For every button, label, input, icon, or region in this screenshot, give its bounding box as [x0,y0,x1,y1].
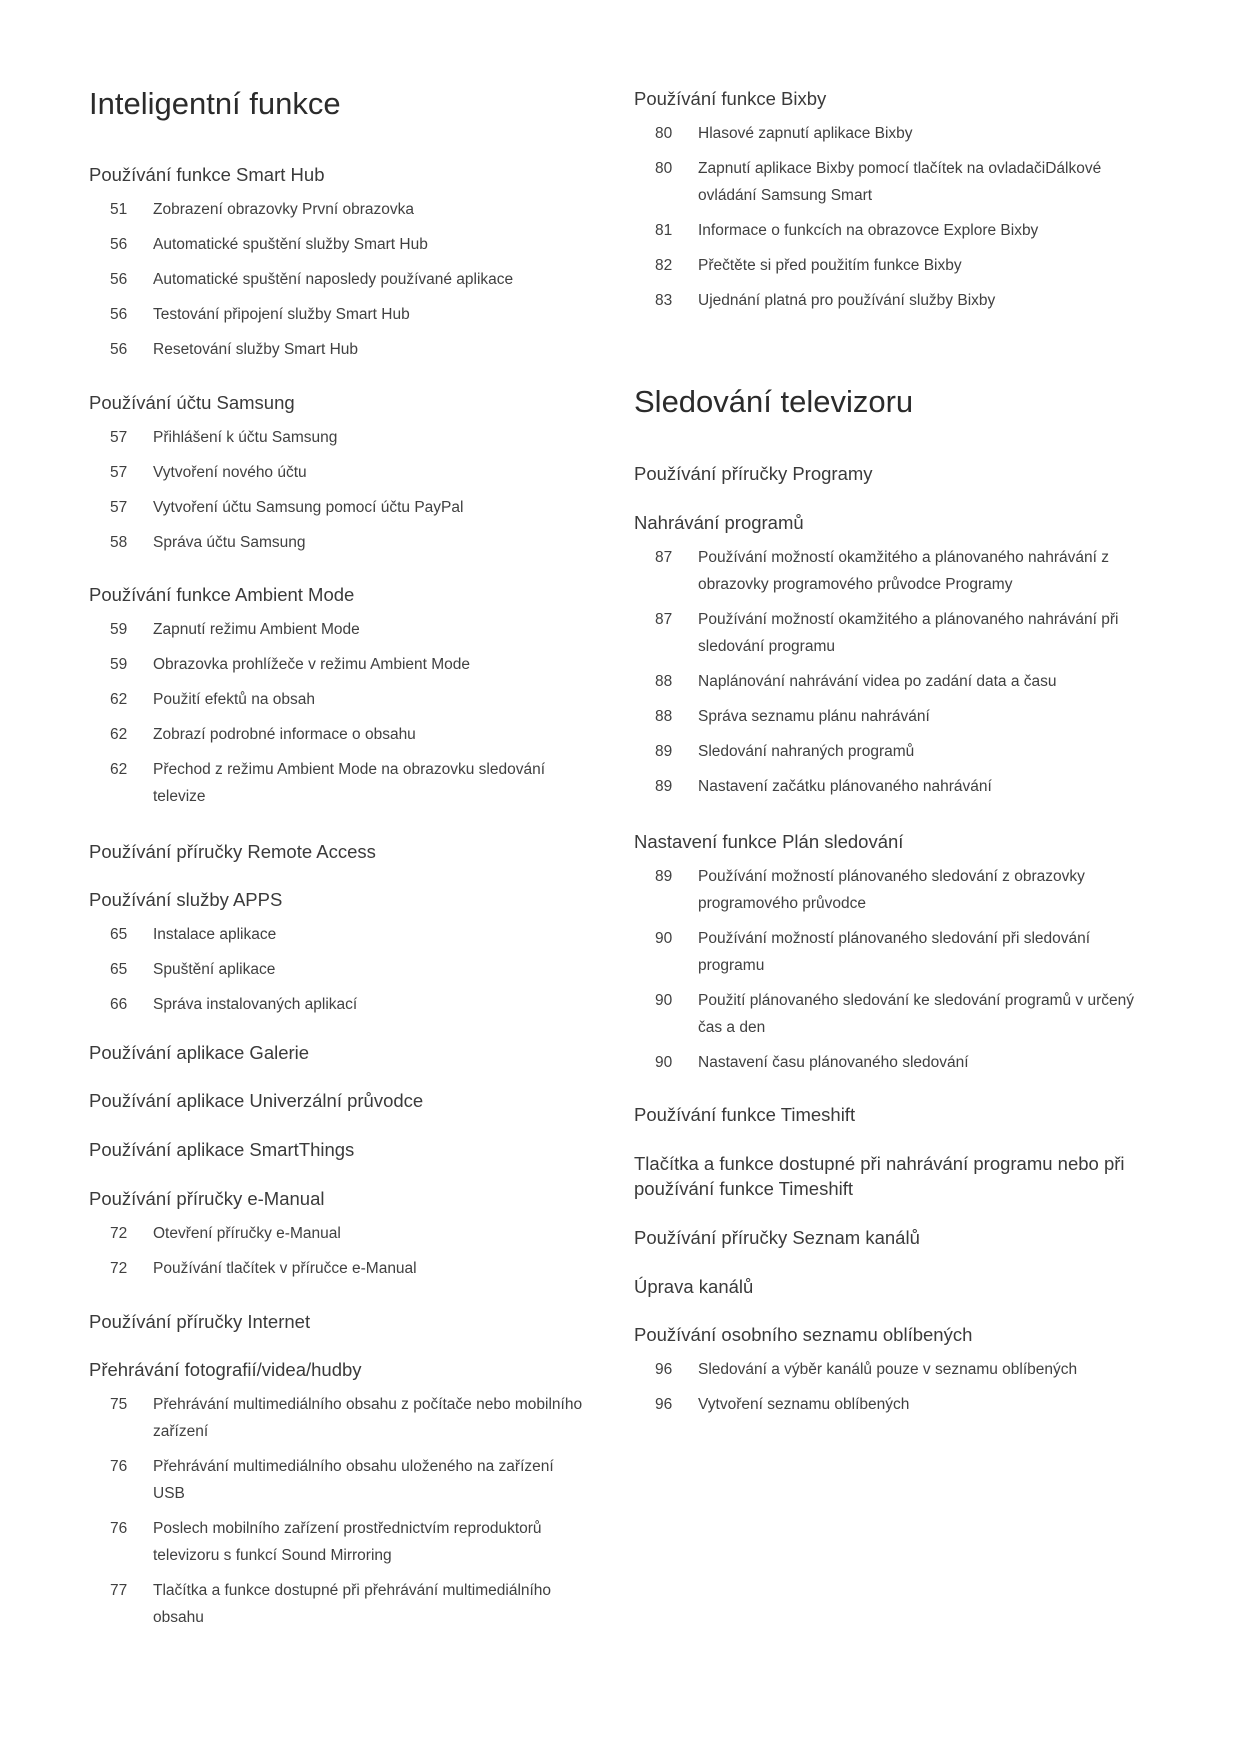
entry-text: Správa instalovaných aplikací [153,996,358,1013]
toc-entry[interactable] [634,544,1154,598]
toc-section [89,1137,589,1162]
section-title[interactable]: Používání účtu Samsung [89,392,295,413]
page-number: 88 [655,673,673,690]
toc-entry[interactable] [89,991,589,1018]
toc-entry[interactable] [89,529,589,556]
entry-text: Přehrávání multimediálního obsahu uloženého na zařízení USB [153,1458,554,1502]
toc-entry[interactable] [89,494,589,521]
toc-entry[interactable] [89,956,589,983]
entry-text: Testování připojení služby Smart Hub [153,306,410,323]
page-number: 66 [110,996,128,1013]
entry-text: Používání možností okamžitého a plánovaného nahrávání při sledování programu [698,611,1119,655]
page-number: 62 [110,726,128,743]
section-title[interactable]: Úprava kanálů [634,1276,754,1297]
page-number: 57 [110,429,128,446]
section-title[interactable]: Používání funkce Timeshift [634,1104,856,1125]
section-title[interactable]: Používání funkce Smart Hub [89,164,325,185]
section-title[interactable]: Používání příručky Remote Access [89,841,376,862]
toc-entry[interactable] [89,1577,589,1631]
page-number: 65 [110,961,128,978]
section-title[interactable]: Používání příručky Internet [89,1311,311,1332]
toc-section [634,1102,1154,1127]
toc-entry[interactable] [634,863,1154,917]
page-number: 77 [110,1582,128,1599]
section-title[interactable]: Používání aplikace Galerie [89,1042,310,1063]
page-number: 81 [655,222,673,239]
entry-text: Zobrazí podrobné informace o obsahu [153,726,416,743]
page-number: 56 [110,306,128,323]
toc-section [89,1040,589,1065]
entry-text: Použití plánovaného sledování ke sledování programů v určený čas a den [698,992,1134,1036]
page-number: 89 [655,778,673,795]
toc-entry[interactable] [89,651,589,678]
toc-entry[interactable] [634,120,1154,147]
section-title[interactable]: Tlačítka a funkce dostupné při nahrávání programu nebo při používání funkce Timeshift [634,1153,1125,1199]
toc-section [89,162,589,363]
toc-entry[interactable] [89,301,589,328]
page-number: 65 [110,926,128,943]
page-number: 51 [110,201,128,218]
toc-section [634,1225,1154,1250]
entry-text: Přečtěte si před použitím funkce Bixby [698,257,962,274]
page-number: 89 [655,743,673,760]
toc-entry[interactable] [634,668,1154,695]
section-title[interactable]: Nahrávání programů [634,512,804,533]
toc-entry[interactable] [634,925,1154,979]
entry-text: Automatické spuštění naposledy používané aplikace [153,271,514,288]
toc-entry[interactable] [89,756,589,810]
page-number: 62 [110,761,128,778]
toc-section [89,1357,589,1631]
page-number: 56 [110,341,128,358]
entry-text: Vytvoření nového účtu [153,464,307,481]
page-number: 57 [110,499,128,516]
entry-text: Zapnutí aplikace Bixby pomocí tlačítek na ovladačiDálkové ovládání Samsung Smart [698,160,1102,204]
section-title[interactable]: Používání funkce Bixby [634,88,827,109]
toc-entry[interactable] [634,1356,1154,1383]
entry-text: Vytvoření seznamu oblíbených [698,1396,910,1413]
page-number: 59 [110,656,128,673]
page-number: 58 [110,534,128,551]
toc-entry[interactable] [634,606,1154,660]
page-number: 72 [110,1225,128,1242]
section-title[interactable]: Používání příručky Programy [634,463,873,484]
page-number: 89 [655,868,673,885]
entry-text: Sledování nahraných programů [698,743,915,760]
entry-text: Nastavení začátku plánovaného nahrávání [698,778,992,795]
toc-entry[interactable] [89,1255,589,1282]
page-number: 59 [110,621,128,638]
page-number: 87 [655,611,673,628]
toc-entry[interactable] [634,987,1154,1041]
toc-entry[interactable] [89,616,589,643]
page-number: 76 [110,1458,128,1475]
entry-text: Ujednání platná pro používání služby Bixby [698,292,996,309]
toc-entry[interactable] [89,686,589,713]
page-number: 75 [110,1396,128,1413]
section-title[interactable]: Používání osobního seznamu oblíbených [634,1324,973,1345]
chapter-title-watching-tv: Sledování televizoru [634,384,914,419]
page-number: 76 [110,1520,128,1537]
toc-section [89,839,589,864]
toc-section [89,887,589,1018]
page-number: 90 [655,992,673,1009]
entry-text: Přechod z režimu Ambient Mode na obrazovku sledování televize [153,761,546,805]
toc-section [634,86,1154,314]
page-number: 88 [655,708,673,725]
page-number: 80 [655,125,673,142]
entry-text: Používání tlačítek v příručce e-Manual [153,1260,417,1277]
entry-text: Sledování a výběr kanálů pouze v seznamu oblíbených [698,1361,1078,1378]
entry-text: Správa účtu Samsung [153,534,306,551]
page-number: 96 [655,1361,673,1378]
entry-text: Používání možností okamžitého a plánovaného nahrávání z obrazovky programového průvodce Programy [698,549,1110,593]
entry-text: Naplánování nahrávání videa po zadání data a času [698,673,1057,690]
page-number: 57 [110,464,128,481]
toc-entry[interactable] [634,1391,1154,1418]
toc-section [634,1151,1154,1201]
section-title[interactable]: Používání služby APPS [89,889,283,910]
toc-entry[interactable] [634,738,1154,765]
entry-text: Otevření příručky e-Manual [153,1225,341,1242]
page-number: 83 [655,292,673,309]
toc-entry[interactable] [89,1220,589,1247]
entry-text: Poslech mobilního zařízení prostřednictvím reproduktorů televizoru s funkcí Sound Mirroring [153,1520,542,1564]
toc-entry[interactable] [89,1515,589,1569]
entry-text: Resetování služby Smart Hub [153,341,359,358]
entry-text: Používání možností plánovaného sledování při sledování programu [698,930,1091,974]
entry-text: Tlačítka a funkce dostupné při přehrávání multimediálního obsahu [153,1582,552,1626]
page-number: 90 [655,1054,673,1071]
page-number: 90 [655,930,673,947]
toc-entry[interactable] [89,921,589,948]
page-number: 56 [110,271,128,288]
toc-section [634,461,1154,486]
entry-text: Zobrazení obrazovky První obrazovka [153,201,415,218]
section-title[interactable]: Používání funkce Ambient Mode [89,584,355,605]
toc-entry[interactable] [634,773,1154,800]
entry-text: Zapnutí režimu Ambient Mode [153,621,360,638]
entry-text: Nastavení času plánovaného sledování [698,1054,969,1071]
section-title[interactable]: Používání příručky e-Manual [89,1188,325,1209]
toc-section [634,510,1154,800]
toc-section [89,1186,589,1282]
page-number: 62 [110,691,128,708]
toc-section [89,582,589,810]
toc-entry[interactable] [89,231,589,258]
toc-section [634,1322,1154,1418]
entry-text: Obrazovka prohlížeče v režimu Ambient Mode [153,656,471,673]
toc-entry[interactable] [89,459,589,486]
toc-entry[interactable] [89,424,589,451]
page-number: 87 [655,549,673,566]
toc-entry[interactable] [89,266,589,293]
section-title[interactable]: Přehrávání fotografií/videa/hudby [89,1359,362,1380]
toc-entry[interactable] [89,1453,589,1507]
entry-text: Použití efektů na obsah [153,691,316,708]
toc-entry[interactable] [634,217,1154,244]
page-number: 56 [110,236,128,253]
toc-entry[interactable] [634,1049,1154,1076]
toc-entry[interactable] [634,252,1154,279]
toc-entry[interactable] [634,155,1154,209]
toc-entry[interactable] [89,196,589,223]
section-title[interactable]: Používání příručky Seznam kanálů [634,1227,920,1248]
section-title[interactable]: Používání aplikace Univerzální průvodce [89,1090,424,1111]
toc-section [634,1274,1154,1299]
toc-section [89,390,589,556]
entry-text: Používání možností plánovaného sledování z obrazovky programového průvodce [698,868,1085,912]
toc-entry[interactable] [634,703,1154,730]
toc-section [89,1309,589,1334]
entry-text: Automatické spuštění služby Smart Hub [153,236,428,253]
entry-text: Spuštění aplikace [153,961,276,978]
entry-text: Správa seznamu plánu nahrávání [698,708,930,725]
entry-text: Přihlášení k účtu Samsung [153,429,338,446]
page-number: 80 [655,160,673,177]
toc-entry[interactable] [89,336,589,363]
toc-section [634,829,1154,1076]
toc-section [89,1088,589,1113]
entry-text: Instalace aplikace [153,926,277,943]
section-title[interactable]: Nastavení funkce Plán sledování [634,831,904,852]
page-number: 96 [655,1396,673,1413]
entry-text: Hlasové zapnutí aplikace Bixby [698,125,913,142]
toc-entry[interactable] [89,721,589,748]
section-title[interactable]: Používání aplikace SmartThings [89,1139,355,1160]
entry-text: Vytvoření účtu Samsung pomocí účtu PayPal [153,499,464,516]
page-number: 72 [110,1260,128,1277]
toc-entry[interactable] [89,1391,589,1445]
toc-entry[interactable] [634,287,1154,314]
entry-text: Informace o funkcích na obrazovce Explore Bixby [698,222,1039,239]
chapter-title-smart-features: Inteligentní funkce [89,86,341,121]
page-number: 82 [655,257,673,274]
entry-text: Přehrávání multimediálního obsahu z počítače nebo mobilního zařízení [153,1396,583,1440]
